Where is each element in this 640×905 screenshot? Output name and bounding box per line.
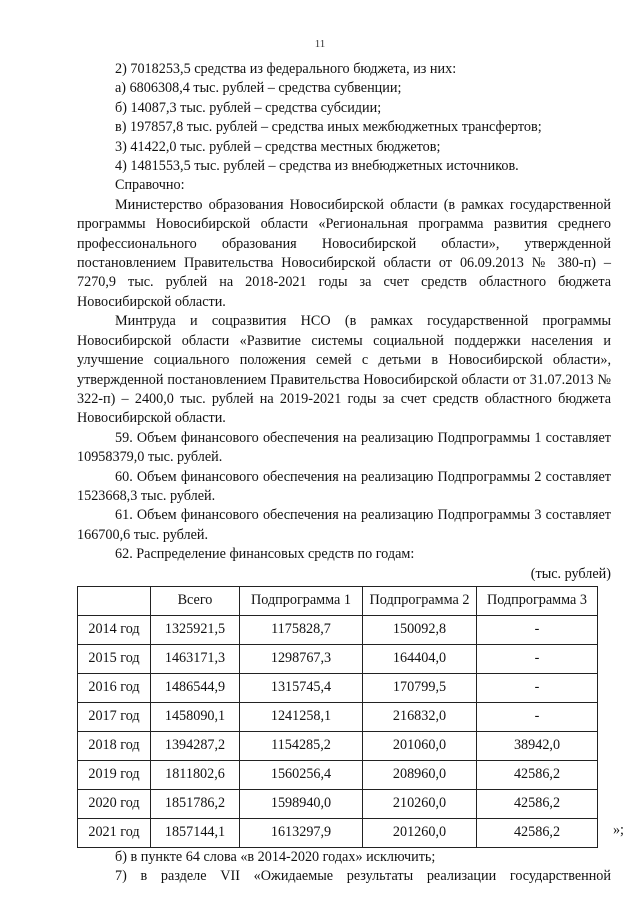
table-cell: 42586,2: [477, 818, 598, 847]
document-body: [77, 60, 624, 887]
paragraph-61: 61. Объем финансового обеспечения на реализацию Подпрограммы 3 составляет 166700,6 тыс. рублей.: [77, 507, 611, 543]
table-cell: 150092,8: [363, 615, 477, 644]
finance-table-wrapper: [77, 586, 624, 848]
table-cell: -: [477, 644, 598, 673]
table-header-row: [78, 586, 598, 615]
table-cell: 210260,0: [363, 789, 477, 818]
table-row: [78, 615, 598, 644]
table-cell: 1598940,0: [240, 789, 363, 818]
table-cell: -: [477, 673, 598, 702]
table-cell: 216832,0: [363, 702, 477, 731]
table-row: [78, 673, 598, 702]
table-cell: 1857144,1: [151, 818, 240, 847]
table-header-cell: [78, 586, 151, 615]
table-cell: 2018 год: [78, 731, 151, 760]
table-cell: 1241258,1: [240, 702, 363, 731]
table-row: [78, 760, 598, 789]
table-cell: 1613297,9: [240, 818, 363, 847]
table-cell: 201060,0: [363, 731, 477, 760]
list-item: 3) 41422,0 тыс. рублей – средства местных бюджетов;: [115, 138, 441, 155]
list-item: 4) 1481553,5 тыс. рублей – средства из внебюджетных источников.: [115, 158, 519, 175]
table-cell: 208960,0: [363, 760, 477, 789]
table-cell: 2021 год: [78, 818, 151, 847]
table-cell: 38942,0: [477, 731, 598, 760]
table-cell: 1315745,4: [240, 673, 363, 702]
table-cell: 1811802,6: [151, 760, 240, 789]
table-cell: 2016 год: [78, 673, 151, 702]
table-cell: 2014 год: [78, 615, 151, 644]
table-cell: 201260,0: [363, 818, 477, 847]
table-row: [78, 818, 598, 847]
table-cell: 1463171,3: [151, 644, 240, 673]
amendment-line: 7) в разделе VII «Ожидаемые результаты реализации государственной: [115, 868, 611, 885]
table-cell: 2015 год: [78, 644, 151, 673]
table-cell: -: [477, 702, 598, 731]
paragraph-59: 59. Объем финансового обеспечения на реализацию Подпрограммы 1 составляет 10958379,0 тыс. рублей.: [77, 429, 611, 466]
table-cell: 2020 год: [78, 789, 151, 818]
table-cell: 1394287,2: [151, 731, 240, 760]
list-item: а) 6806308,4 тыс. рублей – средства субвенции;: [115, 80, 402, 97]
paragraph-60: 60. Объем финансового обеспечения на реализацию Подпрограммы 2 составляет 1523668,3 тыс. рублей.: [77, 468, 611, 504]
table-cell: 2019 год: [78, 760, 151, 789]
finance-table: [77, 586, 598, 848]
table-cell: 1175828,7: [240, 615, 363, 644]
amendment-line: б) в пункте 64 слова «в 2014-2020 годах» исключить;: [115, 848, 436, 865]
list-item: в) 197857,8 тыс. рублей – средства иных межбюджетных трансфертов;: [115, 119, 542, 136]
table-cell: -: [477, 615, 598, 644]
table-cell: 42586,2: [477, 789, 598, 818]
table-row: [78, 644, 598, 673]
page-number: 11: [314, 38, 326, 50]
table-cell: 1851786,2: [151, 789, 240, 818]
table-header-cell: Подпрограмма 1: [240, 586, 363, 615]
table-row: [78, 789, 598, 818]
table-cell: 170799,5: [363, 673, 477, 702]
table-cell: 42586,2: [477, 760, 598, 789]
table-cell: 1560256,4: [240, 760, 363, 789]
closing-quote: »;: [612, 821, 624, 838]
list-item: 2) 7018253,5 средства из федерального бюджета, из них:: [115, 61, 457, 77]
table-cell: 2017 год: [78, 702, 151, 731]
table-row: [78, 702, 598, 731]
table-cell: 1298767,3: [240, 644, 363, 673]
table-cell: 1154285,2: [240, 731, 363, 760]
paragraph-62: 62. Распределение финансовых средств по годам:: [115, 546, 415, 563]
table-header-cell: Подпрограмма 2: [363, 586, 477, 615]
table-row: [78, 731, 598, 760]
table-header-cell: Подпрограмма 3: [477, 586, 598, 615]
table-units: (тыс. рублей): [530, 565, 611, 582]
mintrud-paragraph: Минтруда и соцразвития НСО (в рамках государственной программы Новосибирской области «Развитие системы социальной поддержки населения и улучшение социального положения семей с детьми в Новосибирской области», утвержденной постановлением Правительства Новосибирской области от 31.07.2013 № 322-п) – 2400,0 тыс. рублей на 2019-2021 годы за счет средств областного бюджета Новосибирской области.: [77, 313, 611, 427]
table-header-cell: Всего: [151, 586, 240, 615]
reference-label: Справочно:: [115, 177, 185, 194]
table-cell: 1486544,9: [151, 673, 240, 702]
table-cell: 1458090,1: [151, 702, 240, 731]
table-cell: 164404,0: [363, 644, 477, 673]
funding-list: [77, 60, 611, 196]
list-item: б) 14087,3 тыс. рублей – средства субсидии;: [115, 99, 382, 116]
table-cell: 1325921,5: [151, 615, 240, 644]
ministry-paragraph: Министерство образования Новосибирской области (в рамках государственной программы Новосибирской области «Региональная программа развития среднего профессионального образования Новосибирской области», утвержденной постановлением Правительства Новосибирской области от 06.09.2013 № 380-п) – 7270,9 тыс. рублей на 2018-2021 годы за счет средств областного бюджета Новосибирской области.: [77, 196, 611, 310]
